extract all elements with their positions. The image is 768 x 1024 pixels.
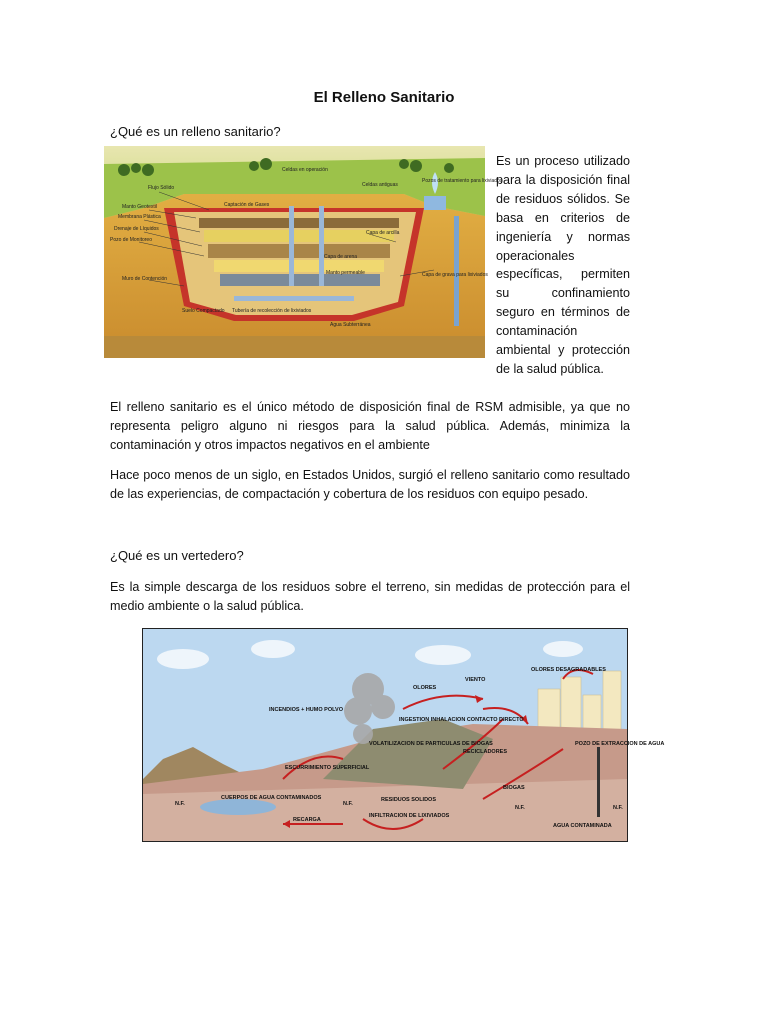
paragraph-vertedero: Es la simple descarga de los residuos sobre el terreno, sin medidas de protección para el medio ambiente o la salud pública. (110, 580, 630, 613)
label-nf-right: N.F. (515, 805, 525, 811)
dump-diagram (142, 628, 665, 842)
label-nf-far: N.F. (613, 805, 623, 811)
label-biogas: BIOGAS (503, 785, 525, 791)
label-flujo-solidos: Flujo Sólido (148, 185, 175, 191)
page-title: El Relleno Sanitario (313, 89, 455, 106)
label-infiltracion: INFILTRACION DE LIXIVIADOS (369, 813, 450, 819)
question-vertedero: ¿Qué es un vertedero? (110, 548, 244, 563)
label-celdas-antiguas: Celdas antiguas (362, 182, 398, 188)
label-muro: Muro de Contención (122, 276, 168, 282)
label-volatilizacion: VOLATILIZACION DE PARTICULAS DE BIOGAS (369, 741, 493, 747)
label-ingestion: INGESTION INHALACION CONTACTO DIRECTO (399, 717, 524, 723)
label-olores-desagradables: OLORES DESAGRADABLES (531, 667, 606, 673)
label-residuos: RESIDUOS SOLIDOS (381, 797, 437, 803)
label-pozo-monitoreo: Pozo de Monitoreo (110, 237, 152, 243)
label-incendios: INCENDIOS + HUMO POLVO (269, 707, 344, 713)
definition-text: Es un proceso utilizado para la disposición final de residuos sólidos. Se basa en criterios de ingeniería y normas operacionales específicas, permiten su confinamiento seguro en términos de contaminación ambiental y protección de la salud pública. (496, 154, 630, 376)
label-pozo: POZO DE EXTRACCION DE AGUA (575, 741, 665, 747)
label-recarga: RECARGA (293, 817, 321, 823)
label-agua-contaminada: AGUA CONTAMINADA (553, 823, 612, 829)
label-escurrimiento: ESCURRIMIENTO SUPERFICIAL (285, 765, 370, 771)
label-manto-permeable: Manto permeable (326, 270, 365, 276)
label-capa-arena: Capa de arena (324, 254, 358, 260)
label-recicladores: RECICLADORES (463, 749, 508, 755)
label-tuberia: Tubería de recolección de lixiviados (232, 308, 312, 314)
label-cuerpos: CUERPOS DE AGUA CONTAMINADOS (221, 795, 322, 801)
label-suelo: Suelo Compactado (182, 308, 225, 314)
label-membrana: Membrana Plástica (118, 214, 161, 220)
paragraph-rsm: El relleno sanitario es el único método de disposición final de RSM admisible, ya que no representa peligro alguno ni riesgos para la salud pública. Además, minimiza la contaminación y otros impactos negativos en el ambiente (110, 400, 630, 452)
question-relleno: ¿Qué es un relleno sanitario? (110, 124, 281, 139)
label-nf-left: N.F. (175, 801, 185, 807)
label-celdas-operacion: Celdas en operación (282, 167, 328, 173)
landfill-diagram (104, 146, 503, 358)
label-drenaje: Drenaje de Líquidos (114, 226, 159, 232)
paragraph-historia: Hace poco menos de un siglo, en Estados Unidos, surgió el relleno sanitario como resultado de las experiencias, de compactación y cobertura de los residuos con equipo pesado. (110, 468, 630, 501)
label-capa-arcilla: Capa de arcilla (366, 230, 400, 236)
label-captacion: Captación de Gases (224, 202, 270, 208)
label-olores: OLORES (413, 685, 437, 691)
label-viento: VIENTO (465, 677, 486, 683)
label-nf-center: N.F. (343, 801, 353, 807)
label-manto-geotextil: Manto Geotextil (122, 204, 158, 210)
label-agua-subterranea: Agua Subterránea (330, 322, 371, 328)
label-capa-grava: Capa de grava para lixiviados (422, 272, 488, 278)
label-pozos-tratamiento: Pozos de tratamiento para lixiviados (422, 178, 503, 184)
